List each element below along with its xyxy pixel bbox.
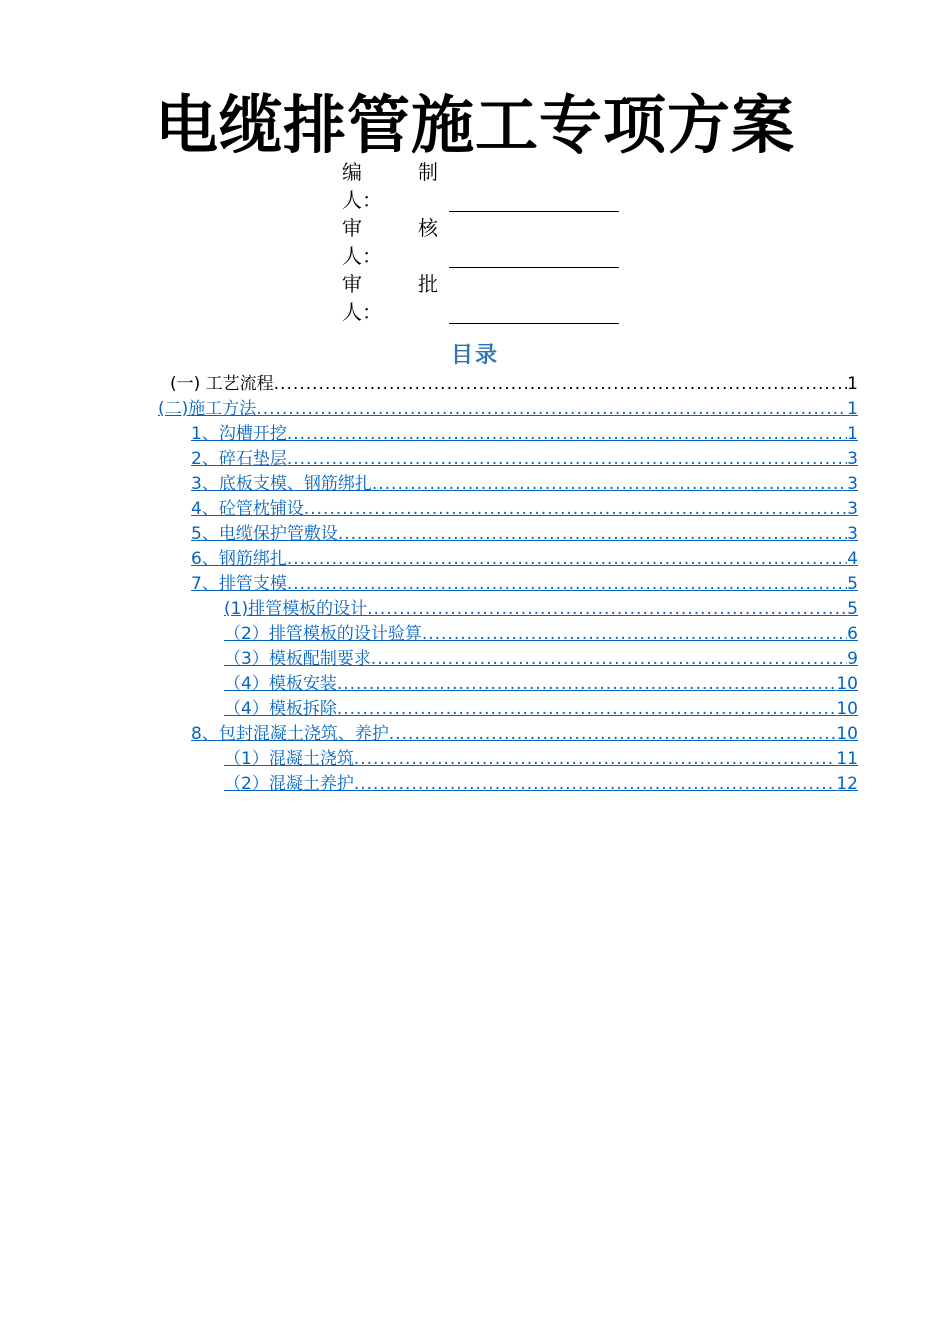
toc-entry-link[interactable] [224,597,858,622]
toc-entry-link[interactable] [224,647,858,672]
toc-entry-page: 11 [836,749,858,769]
toc-entry-page: 1 [847,424,858,444]
toc-leader [371,647,847,672]
toc-entry-link[interactable] [191,572,858,597]
toc-leader [354,747,837,772]
toc-entry-text: 1、沟槽开挖 [191,424,287,444]
signature-row-approver [342,270,632,326]
toc-entry-link[interactable] [191,522,858,547]
signature-block [342,158,632,326]
toc-entry-page: 10 [836,674,858,694]
toc-entry-text: （1）混凝土浇筑 [224,749,354,769]
toc-entry-link[interactable] [191,497,858,522]
toc-entry-link[interactable] [191,422,858,447]
toc-leader [256,397,847,422]
toc-entry-link[interactable] [224,697,858,722]
toc-entry-text: 3、底板支模、钢筋绑扎 [191,474,372,494]
signature-line [449,267,619,268]
toc-entry-page: 10 [836,724,858,744]
toc-entry-link[interactable] [158,397,858,422]
toc-entry-page: 1 [847,374,858,394]
signature-label-char: 审 [342,216,362,240]
signature-label [342,214,442,270]
signature-label-char: 审 [342,272,362,296]
toc-entry-link[interactable] [191,472,858,497]
toc-leader [287,422,847,447]
signature-label-char: 制 [418,160,438,184]
toc-leader [389,722,837,747]
toc-leader [287,547,847,572]
toc-leader [367,597,847,622]
toc-entry-page: 10 [836,699,858,719]
toc-leader [274,372,848,397]
toc-entry-text: 6、钢筋绑扎 [191,549,287,569]
signature-row-reviewer [342,214,632,270]
toc-leader [304,497,847,522]
toc-entry-page: 5 [847,574,858,594]
toc-entry-text: （2）混凝土养护 [224,774,354,794]
toc-entry-page: 6 [847,624,858,644]
toc-entry-text: （4）模板拆除 [224,699,337,719]
toc-entry-text: (一) 工艺流程 [170,374,274,394]
toc-entry-page: 12 [836,774,858,794]
toc-entry-text: （4）模板安装 [224,674,337,694]
toc-entry-text: (1)排管模板的设计 [224,599,368,619]
toc-entry-text: 7、排管支模 [191,574,287,594]
signature-row-compiler [342,158,632,214]
toc-entry-link[interactable] [224,622,858,647]
signature-label-tail: 人： [342,188,382,212]
toc-leader [287,572,847,597]
signature-label-char: 批 [418,272,438,296]
toc-entry-text: 5、电缆保护管敷设 [191,524,338,544]
toc-entry-text: （2）排管模板的设计验算 [224,624,422,644]
toc-entry-text: 2、碎石垫层 [191,449,287,469]
signature-label-char: 编 [342,160,362,184]
signature-label [342,158,442,214]
toc-entry-link[interactable] [224,772,858,797]
toc-entry-page: 3 [847,499,858,519]
toc-leader [354,772,837,797]
signature-line [449,211,619,212]
toc-entry-page: 1 [847,399,858,419]
document-title: 电缆排管施工专项方案 [155,89,795,162]
toc-entry-page: 4 [847,549,858,569]
toc-entry-page: 3 [847,449,858,469]
toc-entry-link[interactable] [191,547,858,572]
signature-label-tail: 人： [342,300,382,324]
toc-entry-page: 3 [847,474,858,494]
toc-leader [337,697,837,722]
toc-entry-page: 5 [847,599,858,619]
toc-entry-link[interactable] [191,722,858,747]
toc-entry-text: 4、砼管枕铺设 [191,499,304,519]
signature-label [342,270,442,326]
toc-entry-link[interactable] [224,747,858,772]
signature-line [449,323,619,324]
toc-entry-link[interactable] [224,672,858,697]
toc-entry-text: (二)施工方法 [158,399,257,419]
toc-leader [372,472,847,497]
toc-heading: 目录 [450,343,499,368]
toc-leader [337,672,837,697]
signature-label-tail: 人： [342,244,382,268]
toc-entry-page: 9 [847,649,858,669]
toc-leader [287,447,847,472]
toc-entry-text: 8、包封混凝土浇筑、养护 [191,724,389,744]
toc-entry[interactable] [170,372,858,397]
toc-entry-page: 3 [847,524,858,544]
toc-entry-link[interactable] [191,447,858,472]
signature-label-char: 核 [418,216,438,240]
toc-leader [338,522,847,547]
toc-leader [422,622,847,647]
toc-entry-text: （3）模板配制要求 [224,649,371,669]
